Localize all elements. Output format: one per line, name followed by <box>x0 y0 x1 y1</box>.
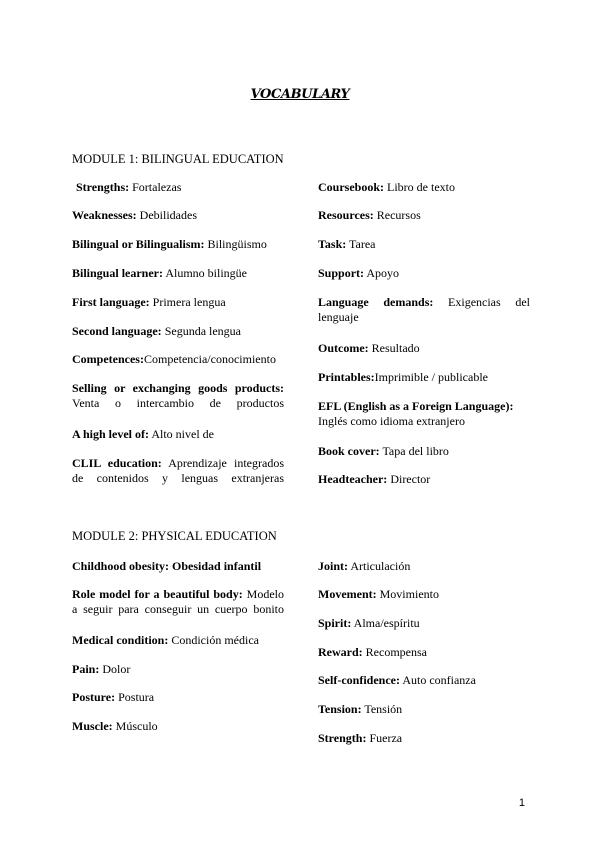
vocab-entry: Spirit: Alma/espíritu <box>318 616 420 630</box>
vocab-entry: Strengths: Fortalezas <box>76 180 182 194</box>
vocab-entry: Weaknesses: Debilidades <box>72 208 197 222</box>
vocab-entry: First language: Primera lengua <box>72 295 226 309</box>
vocab-entry: Muscle: Músculo <box>72 719 158 733</box>
vocab-entry: Movement: Movimiento <box>318 587 439 601</box>
vocab-entry: Self-confidence: Auto confianza <box>318 673 476 687</box>
vocab-entry: Pain: Dolor <box>72 662 131 676</box>
vocab-entry: Strength: Fuerza <box>318 731 403 745</box>
module-1-heading: MODULE 1: BILINGUAL EDUCATION <box>72 152 284 166</box>
vocab-entry: Joint: Articulación <box>318 559 411 573</box>
vocab-entry: Coursebook: Libro de texto <box>318 180 455 194</box>
vocab-entry: Tension: Tensión <box>318 702 403 716</box>
module-2-heading: MODULE 2: PHYSICAL EDUCATION <box>72 529 277 543</box>
vocab-entry: Bilingual learner: Alumno bilingüe <box>72 266 247 280</box>
vocab-entry: Resources: Recursos <box>318 208 421 222</box>
vocab-entry: Selling or exchanging goods products: Venta o intercambio de productos <box>72 381 284 410</box>
page-number: 1 <box>518 797 525 809</box>
vocab-entry: EFL (English as a Foreign Language): Inglés como idioma extranjero <box>318 399 514 428</box>
vocab-entry: Reward: Recompensa <box>318 645 427 659</box>
vocab-entry: Support: Apoyo <box>318 266 400 280</box>
vocab-entry: Role model for a beautiful body: Modelo a seguir para conseguir un cuerpo bonito <box>72 587 284 616</box>
vocab-entry: Book cover: Tapa del libro <box>318 444 449 458</box>
vocab-entry: Printables:Imprimible / publicable <box>318 370 488 384</box>
vocab-entry: Posture: Postura <box>72 690 155 704</box>
page-title: VOCABULARY <box>250 87 350 102</box>
vocab-entry: Bilingual or Bilingualism: Bilingüismo <box>72 237 267 251</box>
vocab-entry: Task: Tarea <box>318 237 376 251</box>
vocab-entry: Headteacher: Director <box>318 472 431 486</box>
vocab-entry: Second language: Segunda lengua <box>72 324 241 338</box>
vocab-entry: Childhood obesity: Obesidad infantil <box>72 559 262 573</box>
vocab-entry: CLIL education: Aprendizaje integrados de contenidos y lenguas extranjeras <box>72 456 284 485</box>
vocab-entry: Competences:Competencia/conocimiento <box>72 352 276 366</box>
vocab-entry: Language demands: Exigencias del lenguaje <box>318 295 530 324</box>
vocab-entry: A high level of: Alto nivel de <box>72 427 214 441</box>
vocab-entry: Medical condition: Condición médica <box>72 633 259 647</box>
vocab-entry: Outcome: Resultado <box>318 341 420 355</box>
